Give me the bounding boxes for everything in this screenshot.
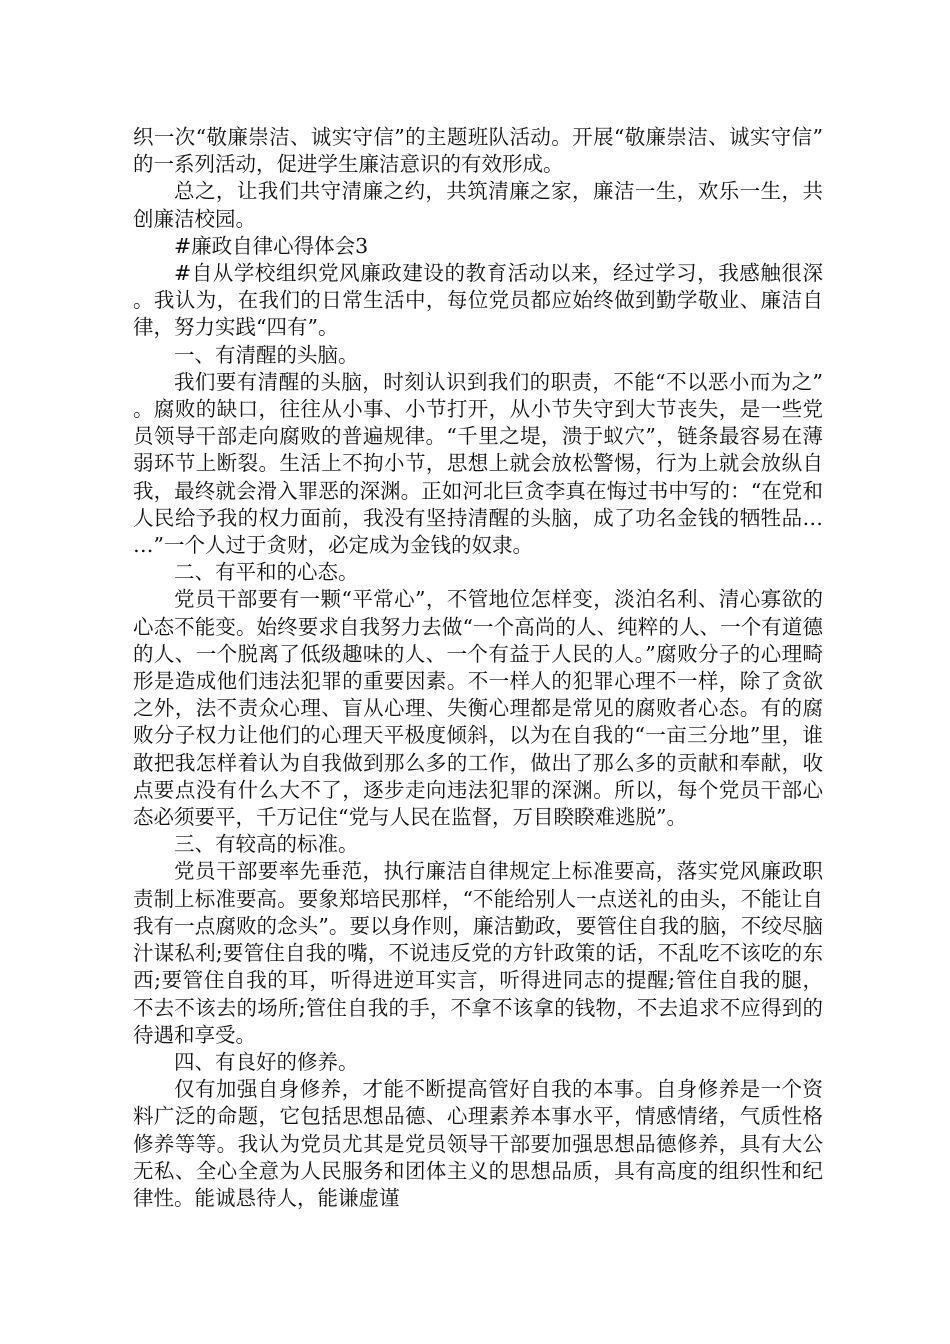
subheading-4: 四、有良好的修养。 (174, 1049, 359, 1074)
subheading-1: 一、有清醒的头脑。 (174, 342, 359, 367)
subheading-3: 三、有较高的标准。 (174, 832, 359, 857)
paragraph-6: 我们要有清醒的头脑，时刻认识到我们的职责，不能“不以恶小而为之”。腐败的缺口，往往从小事、小节打开，从小节失守到大节丧失，是一些党员领导干部走向腐败的普遍规律。“千里之堤，溃于蚁穴”，链条最容易在薄弱环节上断裂。生活上不拘小节，思想上就会放松警惕，行为上就会放纵自我，最终就会滑入罪恶的深渊。正如河北巨贪李真在悔过书中写的：“在党和人民给予我的权力面前，我没有坚持清醒的头脑，成了功名金钱的牺牲品……”一个人过于贪财，必定成为金钱的奴隶。 (133, 369, 823, 558)
paragraph-12: 仅有加强自身修养，才能不断提高管好自我的本事。自身修养是一个资料广泛的命题，它包括思想品德、心理素养本事水平，情感情绪，气质性格修养等等。我认为党员尤其是党员领导干部要加强思想品德修养，具有大公无私、全心全意为人民服务和团体主义的思想品质，具有高度的组织性和纪律性。能诚恳待人，能谦虚谨 (133, 1077, 823, 1210)
paragraph-2: 总之，让我们共守清廉之约，共筑清廉之家，廉洁一生，欢乐一生，共创廉洁校园。 (133, 179, 823, 231)
document-page (133, 124, 823, 1212)
paragraph-8: 党员干部要有一颗“平常心”，不管地位怎样变，淡泊名利、清心寡欲的心态不能变。始终要求自我努力去做“一个高尚的人、纯粹的人、一个有道德的人、一个脱离了低级趣味的人、一个有益于人民的人。”腐败分子的心理畸形是造成他们违法犯罪的重要因素。不一样人的犯罪心理不一样，除了贪欲之外，法不责众心理、盲从心理、失衡心理都是常见的腐败者心态。有的腐败分子权力让他们的心理天平极度倾斜，以为在自我的“一亩三分地”里，谁敢把我怎样着认为自我做到那么多的工作，做出了那么多的贡献和奉献，收点要点没有什么大不了，逐步走向违法犯罪的深渊。所以，每个党员干部心态必须要平，千万记住“党与人民在监督，万目睽睽难逃脱”。 (133, 587, 823, 830)
paragraph-1: 织一次“敬廉崇洁、诚实守信”的主题班队活动。开展“敬廉崇洁、诚实守信”的一系列活动，促进学生廉洁意识的有效形成。 (133, 125, 823, 177)
section-heading-3: #廉政自律心得体会3 (174, 233, 369, 258)
paragraph-10: 党员干部要率先垂范，执行廉洁自律规定上标准要高，落实党风廉政职责制上标准要高。要象郑培民那样，“不能给别人一点送礼的由头，不能让自我有一点腐败的念头”。要以身作则，廉洁勤政，要管住自我的脑，不绞尽脑汁谋私利;要管住自我的嘴，不说违反党的方针政策的话，不乱吃不该吃的东西;要管住自我的耳，听得进逆耳实言，听得进同志的提醒;管住自我的腿，不去不该去的场所;管住自我的手，不拿不该拿的钱物，不去追求不应得到的待遇和享受。 (133, 859, 823, 1047)
subheading-2: 二、有平和的心态。 (174, 560, 359, 585)
paragraph-4: #自从学校组织党风廉政建设的教育活动以来，经过学习，我感触很深。我认为，在我们的日常生活中，每位党员都应始终做到勤学敬业、廉洁自律，努力实践“四有”。 (133, 261, 823, 340)
